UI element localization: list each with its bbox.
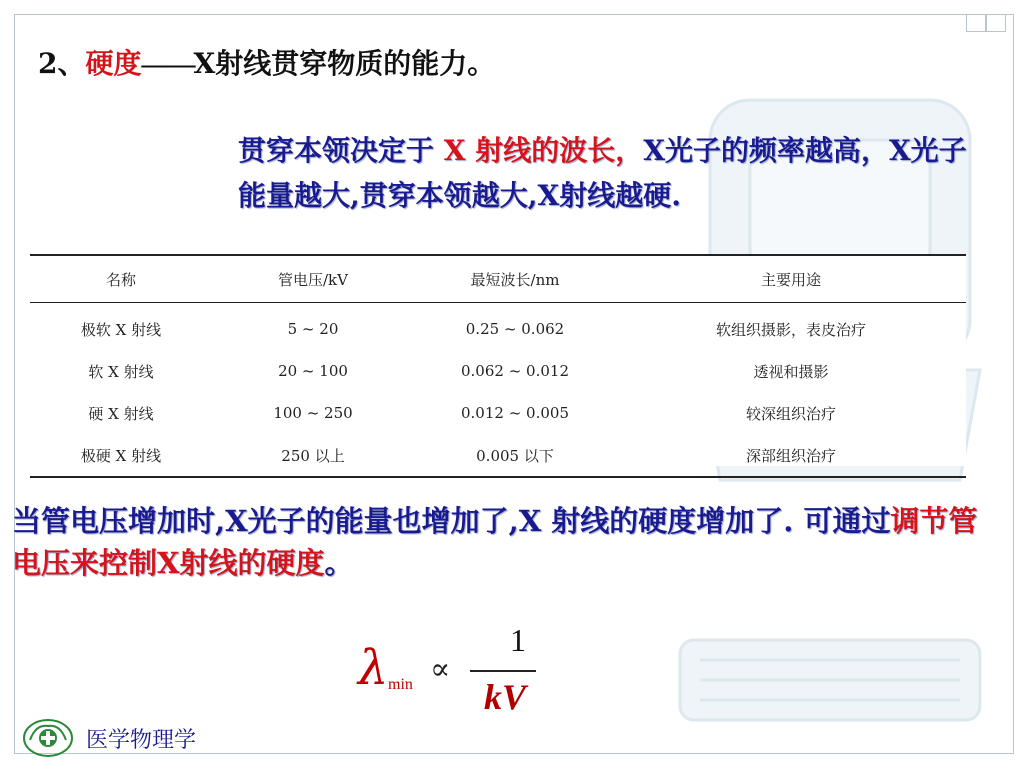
footer-course-title: 医学物理学 xyxy=(86,727,197,753)
summary-paragraph xyxy=(12,500,1002,584)
summary-part1: 当管电压增加时,X光子的能量也增加了,X 射线的硬度增加了. 可通过 xyxy=(12,504,891,538)
table-row xyxy=(30,303,966,351)
table-cell: 5 ~ 20 xyxy=(287,320,339,338)
table-row xyxy=(30,392,966,434)
formula-numerator: 1 xyxy=(510,622,526,658)
intro-highlight: X 射线的波长， xyxy=(443,134,644,167)
slide-heading xyxy=(38,42,495,82)
table-cell: 较深组织治疗 xyxy=(745,404,836,423)
table-cell: 极软 X 射线 xyxy=(80,320,162,339)
formula-denominator: kV xyxy=(483,677,526,717)
intro-paragraph xyxy=(238,128,968,243)
heading-number: 2、 xyxy=(38,47,86,80)
medical-emblem-icon xyxy=(22,718,74,758)
table-cell: 20 ~ 100 xyxy=(278,362,348,380)
footer xyxy=(22,718,196,758)
column-header: 最短波长/nm xyxy=(470,270,560,289)
xray-hardness-table xyxy=(30,254,966,478)
formula-subscript: min xyxy=(388,676,413,693)
table-cell: 极硬 X 射线 xyxy=(80,446,162,465)
table-cell: 0.012 ~ 0.005 xyxy=(461,404,569,422)
table-cell: 透视和摄影 xyxy=(753,362,829,381)
heading-rest: X射线贯穿物质的能力。 xyxy=(193,47,496,80)
table-header-row xyxy=(30,255,966,303)
table-row xyxy=(30,434,966,477)
table-cell: 0.25 ~ 0.062 xyxy=(465,320,565,338)
summary-highlight: 调节管电压来控制X射线的硬度 xyxy=(12,504,978,580)
intro-part2: X光子的频率越高，X光子能量越大,贯穿本领越大,X射线越硬. xyxy=(238,134,967,212)
formula-fraction-bar xyxy=(470,670,536,672)
corner-box-left xyxy=(966,14,986,32)
table-cell: 250 以上 xyxy=(281,446,345,465)
wavelength-formula xyxy=(358,622,548,722)
table-cell: 0.062 ~ 0.012 xyxy=(461,362,569,380)
intro-part1: 贯穿本领决定于 xyxy=(238,134,444,167)
table-cell: 软 X 射线 xyxy=(88,362,154,381)
table-cell: 100 ~ 250 xyxy=(273,404,353,422)
column-header: 名称 xyxy=(105,270,136,289)
summary-end: 。 xyxy=(324,546,354,580)
formula-lambda: λ xyxy=(358,640,389,696)
table-cell: 硬 X 射线 xyxy=(88,404,154,423)
table-row xyxy=(30,350,966,392)
corner-box-right xyxy=(986,14,1006,32)
table-cell: 软组织摄影，表皮治疗 xyxy=(715,320,866,339)
column-header: 主要用途 xyxy=(760,270,821,289)
table-cell: 深部组织治疗 xyxy=(745,446,836,465)
column-header: 管电压/kV xyxy=(278,270,348,289)
heading-keyword: 硬度 xyxy=(85,47,142,80)
table-cell: 0.005 以下 xyxy=(476,446,554,465)
formula-proportional: ∝ xyxy=(430,652,451,687)
xray-table-container xyxy=(30,254,966,466)
heading-separator: —— xyxy=(141,49,194,80)
